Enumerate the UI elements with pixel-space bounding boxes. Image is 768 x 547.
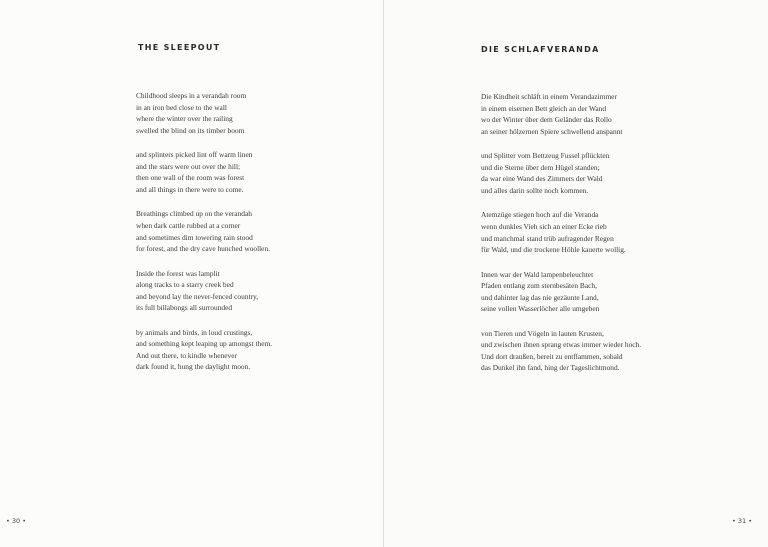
poem-title-german: DIE SCHLAFVERANDA bbox=[481, 45, 600, 54]
poem-line: Die Kindheit schläft in einem Verandazimmer bbox=[481, 92, 617, 101]
stanza bbox=[481, 328, 641, 374]
poem-line: und Splitter vom Bettzeug Fussel pflückten bbox=[481, 151, 610, 161]
poem-line: dark found it, hung the daylight moon. bbox=[136, 362, 251, 372]
stanza bbox=[481, 209, 641, 255]
page-number-right: • 31 • bbox=[732, 517, 753, 525]
stanza bbox=[136, 208, 272, 254]
poem-line: das Dunkel ihn fand, hing der Tageslichtmond. bbox=[481, 363, 620, 373]
stanza bbox=[136, 268, 272, 314]
poem-german bbox=[481, 91, 641, 387]
poem-line: und manchmal stand trüb aufragender Regen bbox=[481, 233, 614, 243]
poem-line: when dark cattle rubbed at a corner bbox=[136, 220, 241, 230]
poem-line: then one wall of the room was forest bbox=[136, 173, 245, 183]
poem-line: Atemzüge stiegen hoch auf die Veranda bbox=[481, 210, 599, 220]
poem-line: in einem eisernen Bett gleich an der Wand bbox=[481, 103, 607, 113]
poem-line: and all things in there were to come. bbox=[136, 184, 244, 194]
poem-line: and sometimes dim towering rain stood bbox=[136, 232, 253, 242]
poem-line: da war eine Wand des Zimmers der Wald bbox=[481, 174, 603, 184]
right-page bbox=[384, 0, 768, 547]
poem-line: Inside the forest was lamplit bbox=[136, 268, 220, 278]
stanza bbox=[136, 149, 272, 195]
poem-line: Innen war der Wald lampenbeleuchtet bbox=[481, 269, 594, 279]
poem-english bbox=[136, 90, 272, 386]
poem-line: und alles darin sollte noch kommen. bbox=[481, 185, 589, 195]
poem-line: und zwischen ihnen sprang etwas immer wieder hoch. bbox=[481, 340, 642, 350]
poem-line: und dahinter lag das nie gezäunte Land, bbox=[481, 292, 599, 302]
poem-line: where the winter over the railing bbox=[136, 114, 233, 124]
poem-line: swelled the blind on its timber boom bbox=[136, 125, 245, 135]
stanza bbox=[481, 269, 641, 315]
poem-line: Und dort draußen, bereit zu entflammen, sobald bbox=[481, 351, 623, 361]
poem-line: by animals and birds, in loud crustings, bbox=[136, 327, 253, 337]
poem-line: für Wald, und die trockene Höhle kauerte wollig. bbox=[481, 245, 626, 255]
stanza bbox=[481, 150, 641, 196]
poem-line: and the stars were out over the hill; bbox=[136, 161, 241, 171]
poem-line: for forest, and the dry cave hunched woollen. bbox=[136, 244, 271, 254]
stanza bbox=[136, 90, 272, 136]
poem-line: von Tieren und Vögeln in lauten Krusten, bbox=[481, 328, 604, 338]
poem-line: along tracks to a starry creek bed bbox=[136, 280, 234, 290]
poem-line: wenn dunkles Vieh sich an einer Ecke rieb bbox=[481, 221, 607, 231]
poem-line: and something kept leaping up amongst them. bbox=[136, 339, 273, 349]
poem-line: its full billabongs all surrounded bbox=[136, 303, 233, 313]
poem-line: Pfaden entlang zum sternbesäten Bach, bbox=[481, 281, 597, 291]
poem-line: Childhood sleeps in a verandah room bbox=[136, 91, 247, 100]
stanza bbox=[481, 91, 641, 137]
poem-line: wo der Winter über dem Geländer das Rollo bbox=[481, 115, 612, 125]
poem-line: in an iron bed close to the wall bbox=[136, 102, 227, 112]
poem-line: and splinters picked lint off warm linen bbox=[136, 150, 253, 160]
page-number-left: • 30 • bbox=[6, 517, 27, 525]
poem-line: and beyond lay the never-fenced country, bbox=[136, 291, 259, 301]
poem-line: und die Sterne über dem Hügel standen; bbox=[481, 162, 600, 172]
poem-line: an seiner hölzernen Spiere schwellend anspannt bbox=[481, 126, 623, 136]
poem-line: Breathings climbed up on the verandah bbox=[136, 209, 252, 219]
stanza bbox=[136, 327, 272, 373]
poem-line: seine vollen Wasserlöcher alle umgeben bbox=[481, 304, 600, 314]
poem-title-english: THE SLEEPOUT bbox=[138, 43, 221, 52]
poem-line: And out there, to kindle whenever bbox=[136, 350, 237, 360]
